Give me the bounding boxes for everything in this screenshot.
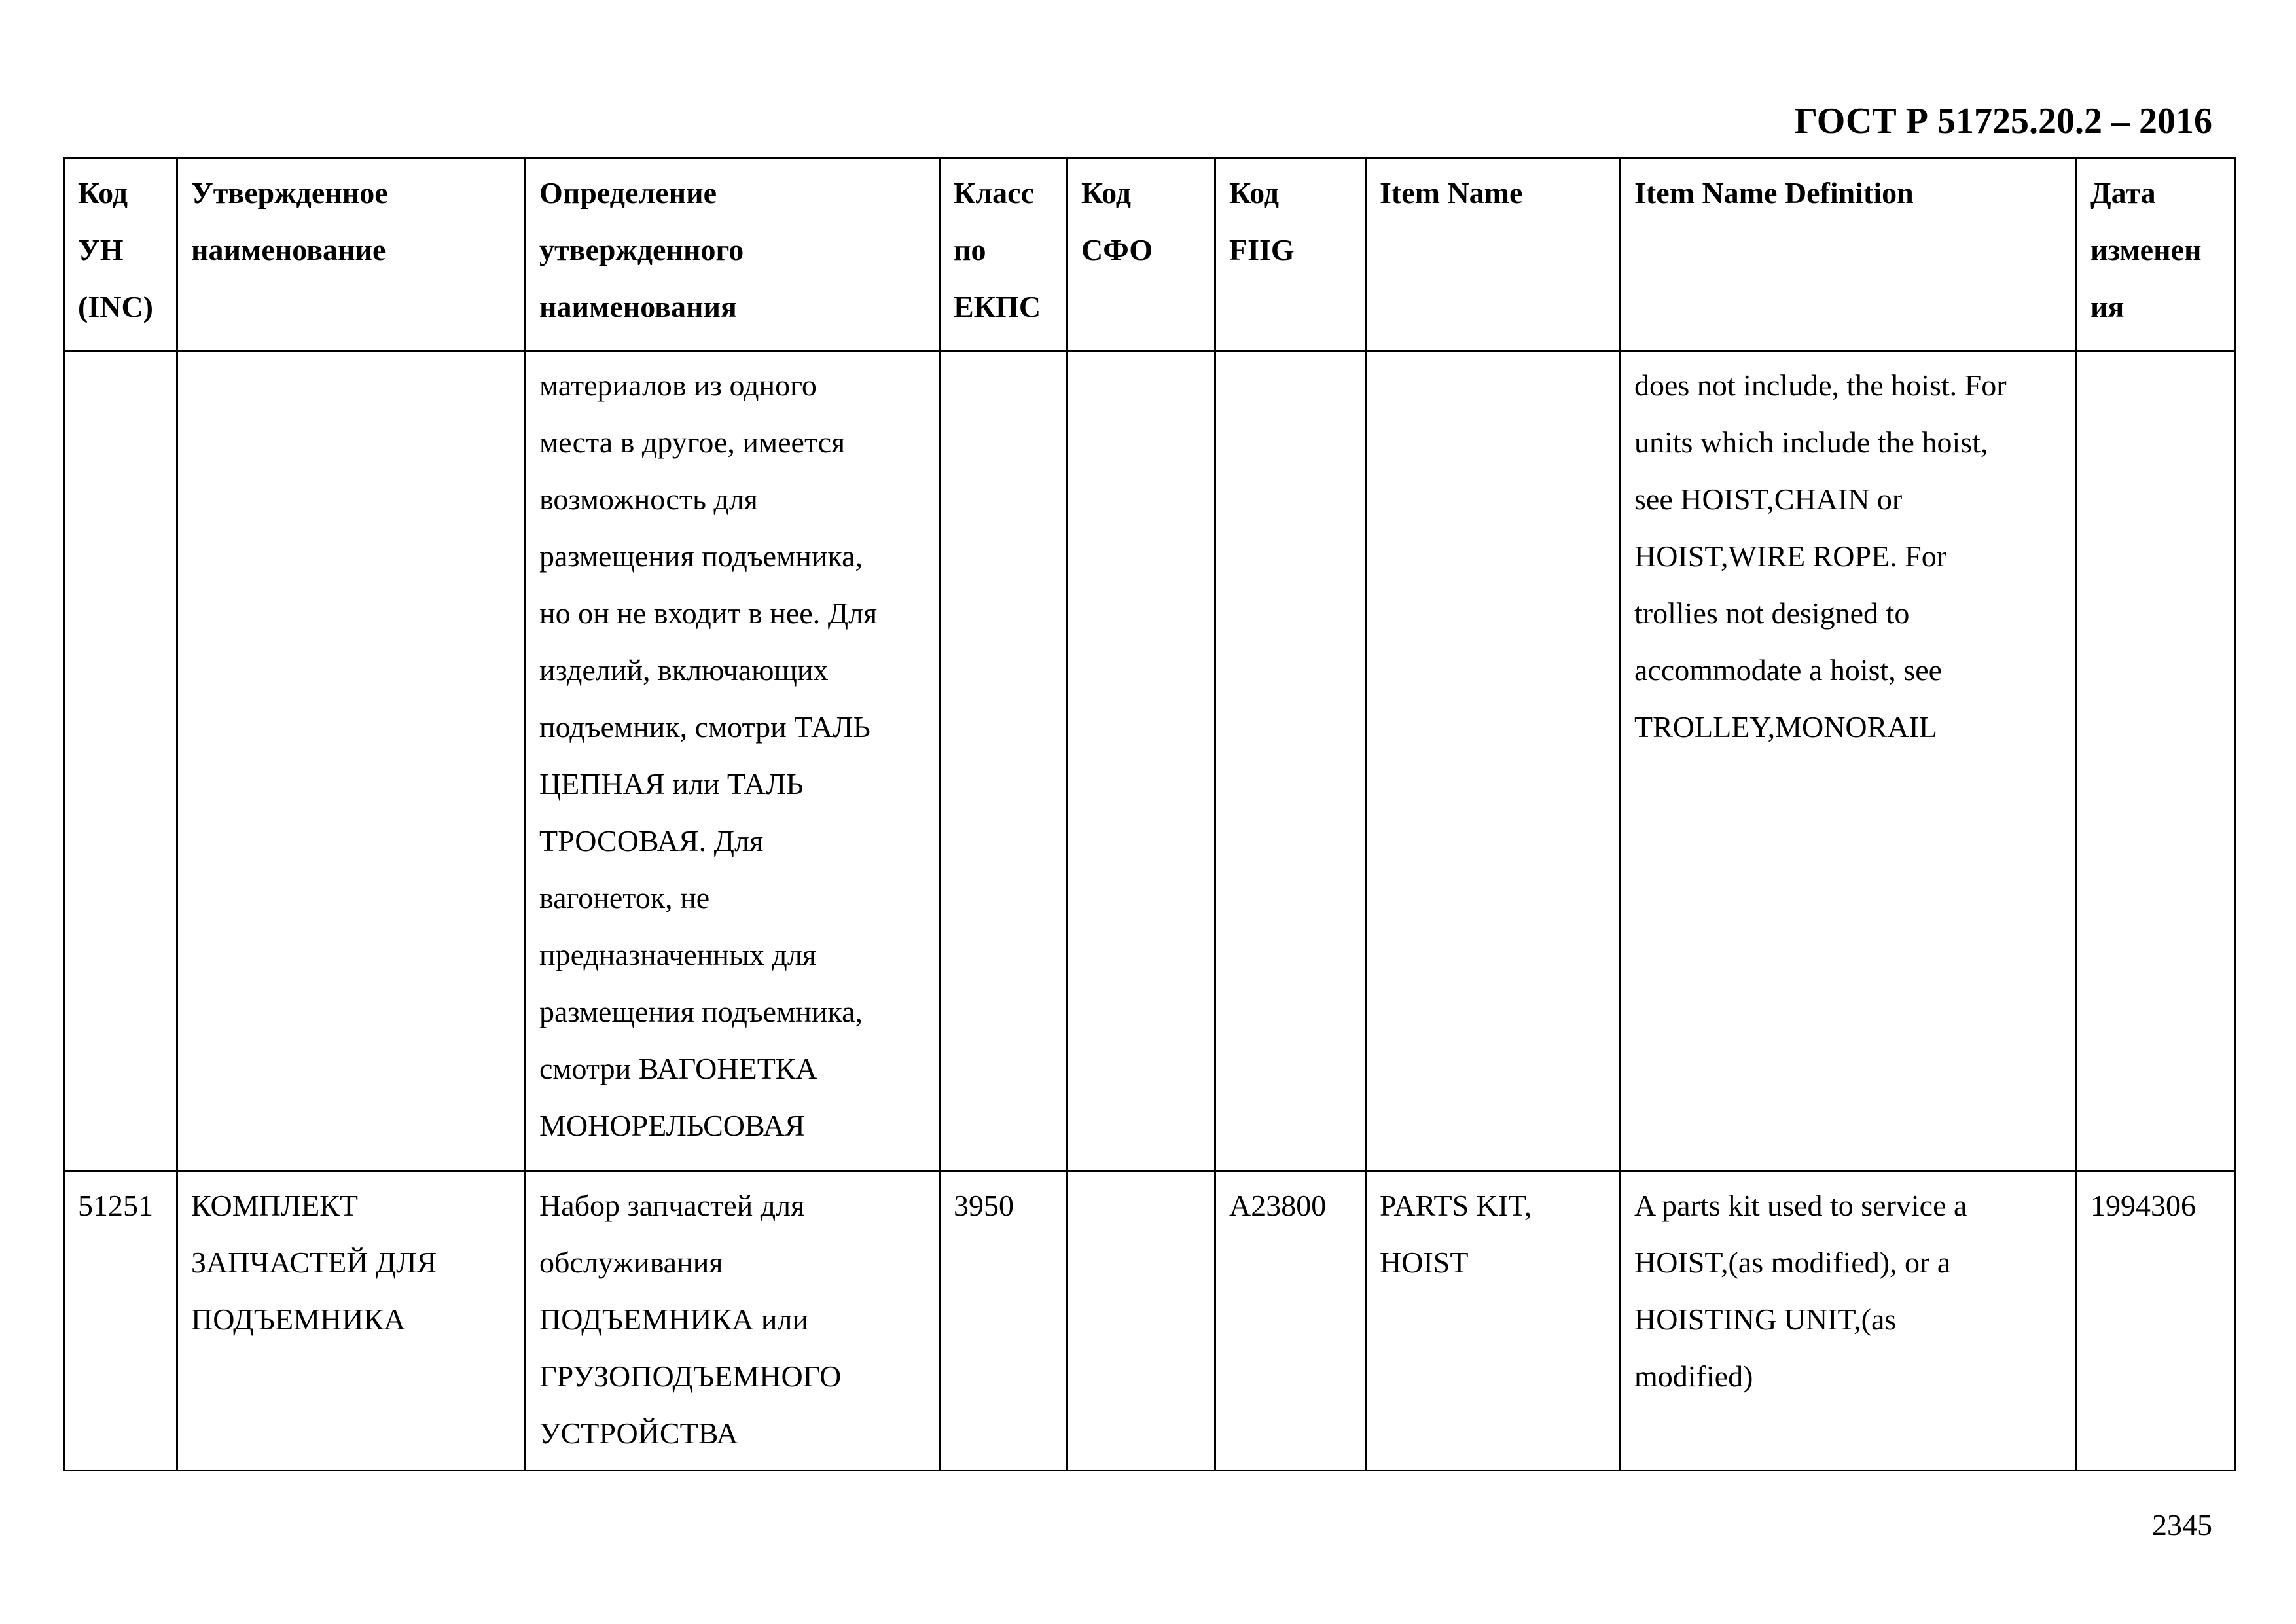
cell-line: наименования xyxy=(539,290,737,323)
cell-line: утвержденного xyxy=(539,233,744,266)
cell-line: ЦЕПНАЯ или ТАЛЬ xyxy=(539,767,804,801)
cell-line: размещения подъемника, xyxy=(539,539,863,573)
cell-line: trollies not designed to xyxy=(1634,596,1910,630)
cell-line: ЕКПС xyxy=(954,290,1041,323)
cell-fiig-code xyxy=(1215,351,1366,1171)
cell-line: Дата xyxy=(2090,176,2156,209)
cell-line: УСТРОЙСТВА xyxy=(539,1416,738,1450)
cell-line: смотри ВАГОНЕТКА xyxy=(539,1052,817,1085)
cell-line: 51251 xyxy=(78,1189,153,1222)
cell-item-name xyxy=(1366,351,1621,1171)
header-item-name xyxy=(1366,158,1621,351)
cell-line: Код xyxy=(1081,176,1132,209)
cell-line: 1994306 xyxy=(2090,1189,2196,1222)
cell-line: ЗАПЧАСТЕЙ ДЛЯ xyxy=(191,1246,437,1279)
cell-line: HOIST xyxy=(1380,1246,1469,1279)
cell-line: HOIST,WIRE ROPE. For xyxy=(1634,539,1947,573)
cell-item-name-definition xyxy=(1621,1171,2077,1471)
cell-line: материалов из одного xyxy=(539,369,817,402)
cell-line: но он не входит в нее. Для xyxy=(539,596,878,630)
cell-inc xyxy=(64,1171,177,1471)
cell-approved-name xyxy=(177,1171,526,1471)
cell-sfo-code xyxy=(1067,1171,1215,1471)
cell-line: (INC) xyxy=(78,290,153,323)
cell-sfo-code xyxy=(1067,351,1215,1171)
cell-definition xyxy=(526,351,940,1171)
cell-line: размещения подъемника, xyxy=(539,995,863,1028)
cell-line: по xyxy=(954,233,986,266)
cell-change-date xyxy=(2077,1171,2236,1471)
cell-line: HOIST,(as modified), or a xyxy=(1634,1246,1951,1279)
cell-line: УН xyxy=(78,233,124,266)
cell-approved-name xyxy=(177,351,526,1171)
cell-line: ия xyxy=(2090,290,2125,323)
cell-line: A parts kit used to service a xyxy=(1634,1189,1967,1222)
cell-line: ПОДЪЕМНИКА или xyxy=(539,1303,809,1336)
cell-line: accommodate a hoist, see xyxy=(1634,653,1943,687)
cell-item-name-definition xyxy=(1621,351,2077,1171)
cell-item-name xyxy=(1366,1171,1621,1471)
cell-line: ПОДЪЕМНИКА xyxy=(191,1303,406,1336)
cell-line: units which include the hoist, xyxy=(1634,425,1988,459)
cell-line: PARTS KIT, xyxy=(1380,1189,1532,1222)
cell-line: ГРУЗОПОДЪЕМНОГО xyxy=(539,1360,842,1393)
cell-line: подъемник, смотри ТАЛЬ xyxy=(539,710,870,744)
cell-line: FIIG xyxy=(1229,233,1295,266)
cell-line: Код xyxy=(78,176,128,209)
cell-change-date xyxy=(2077,351,2236,1171)
header-class xyxy=(940,158,1067,351)
cell-inc xyxy=(64,351,177,1171)
cell-class xyxy=(940,351,1067,1171)
cell-line: HOISTING UNIT,(as xyxy=(1634,1303,1897,1336)
cell-class xyxy=(940,1171,1067,1471)
cell-line: возможность для xyxy=(539,482,758,516)
cell-line: Item Name Definition xyxy=(1634,176,1914,209)
cell-line: предназначенных для xyxy=(539,938,816,971)
header-sfo-code xyxy=(1067,158,1215,351)
cell-line: TROLLEY,MONORAIL xyxy=(1634,710,1937,744)
header-item-name-definition xyxy=(1621,158,2077,351)
cell-line: вагонеток, не xyxy=(539,881,710,914)
cell-line: Определение xyxy=(539,176,717,209)
cell-line: МОНОРЕЛЬСОВАЯ xyxy=(539,1109,805,1142)
item-name-table xyxy=(63,157,2236,1471)
cell-line: места в другое, имеется xyxy=(539,425,846,459)
header-inc xyxy=(64,158,177,351)
cell-line: 3950 xyxy=(954,1189,1014,1222)
cell-line: изменен xyxy=(2090,233,2202,266)
cell-line: A23800 xyxy=(1229,1189,1327,1222)
cell-definition xyxy=(526,1171,940,1471)
header-approved-name xyxy=(177,158,526,351)
header-change-date xyxy=(2077,158,2236,351)
cell-line: Item Name xyxy=(1380,176,1523,209)
cell-line: наименование xyxy=(191,233,386,266)
cell-line: СФО xyxy=(1081,233,1153,266)
cell-fiig-code xyxy=(1215,1171,1366,1471)
cell-line: КОМПЛЕКТ xyxy=(191,1189,358,1222)
page-number: 2345 xyxy=(2152,1508,2212,1542)
cell-line: does not include, the hoist. For xyxy=(1634,369,2007,402)
cell-line: изделий, включающих xyxy=(539,653,829,687)
cell-line: Код xyxy=(1229,176,1280,209)
table-row xyxy=(64,351,2236,1171)
table-row xyxy=(64,1171,2236,1471)
document-title: ГОСТ Р 51725.20.2 – 2016 xyxy=(1794,101,2212,141)
cell-line: see HOIST,CHAIN or xyxy=(1634,482,1903,516)
cell-line: modified) xyxy=(1634,1360,1753,1393)
table-header-row xyxy=(64,158,2236,351)
cell-line: обслуживания xyxy=(539,1246,723,1279)
cell-line: ТРОСОВАЯ. Для xyxy=(539,824,764,857)
cell-line: Утвержденное xyxy=(191,176,388,209)
header-fiig-code xyxy=(1215,158,1366,351)
cell-line: Класс xyxy=(954,176,1034,209)
cell-line: Набор запчастей для xyxy=(539,1189,805,1222)
header-definition xyxy=(526,158,940,351)
